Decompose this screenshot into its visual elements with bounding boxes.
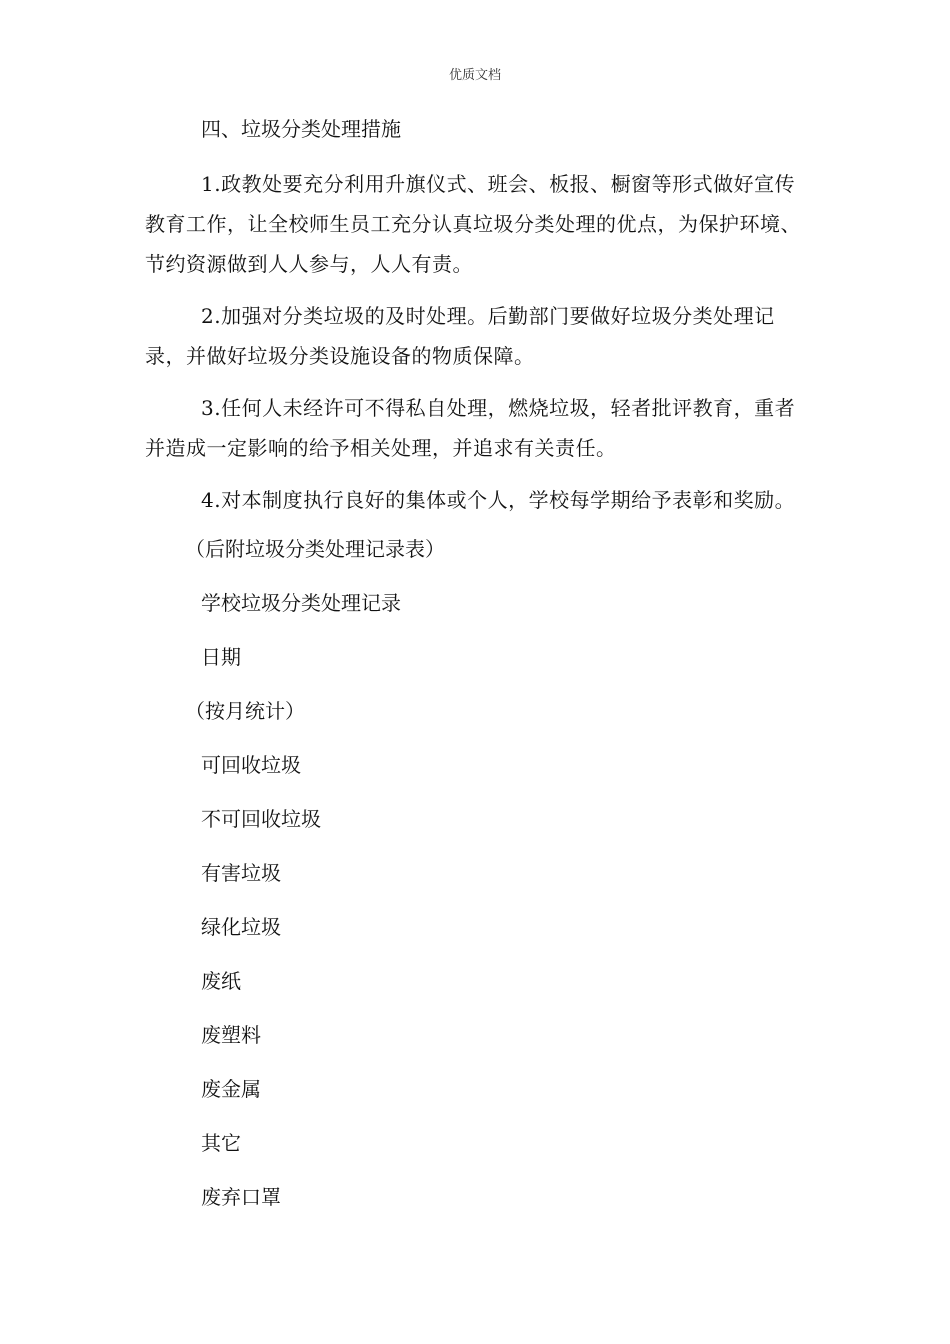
appendix-note: （后附垃圾分类处理记录表） [185,537,445,561]
record-item-discarded-masks: 废弃口罩 [201,1185,281,1209]
measure-paragraph-3: 3.任何人未经许可不得私自处理，燃烧垃圾，轻者批评教育，重者并造成一定影响的给予相关处理，并追求有关责任。 [145,396,796,460]
measure-paragraph-2: 2.加强对分类垃圾的及时处理。后勤部门要做好垃圾分类处理记录，并做好垃圾分类设施设备的物质保障。 [145,304,775,368]
section-heading: 四、垃圾分类处理措施 [201,117,401,141]
record-item-non-recyclable: 不可回收垃圾 [201,807,321,831]
record-title: 学校垃圾分类处理记录 [201,591,401,615]
document-body [145,112,815,1234]
page-header: 优质文档 [448,68,501,83]
measure-paragraph-4: 4.对本制度执行良好的集体或个人，学校每学期给予表彰和奖励。 [201,488,796,512]
record-item-waste-paper: 废纸 [201,969,241,993]
record-item-waste-metal: 废金属 [201,1077,261,1101]
record-monthly-label: （按月统计） [185,699,305,723]
record-item-hazardous: 有害垃圾 [201,861,281,885]
record-date-label: 日期 [201,645,241,669]
record-item-recyclable: 可回收垃圾 [201,753,301,777]
measure-paragraph-1: 1.政教处要充分利用升旗仪式、班会、板报、橱窗等形式做好宣传教育工作，让全校师生员工充分认真垃圾分类处理的优点，为保护环境、节约资源做到人人参与，人人有责。 [145,172,801,276]
record-item-waste-plastic: 废塑料 [201,1023,261,1047]
record-item-green-waste: 绿化垃圾 [201,915,281,939]
record-item-other: 其它 [201,1131,241,1155]
